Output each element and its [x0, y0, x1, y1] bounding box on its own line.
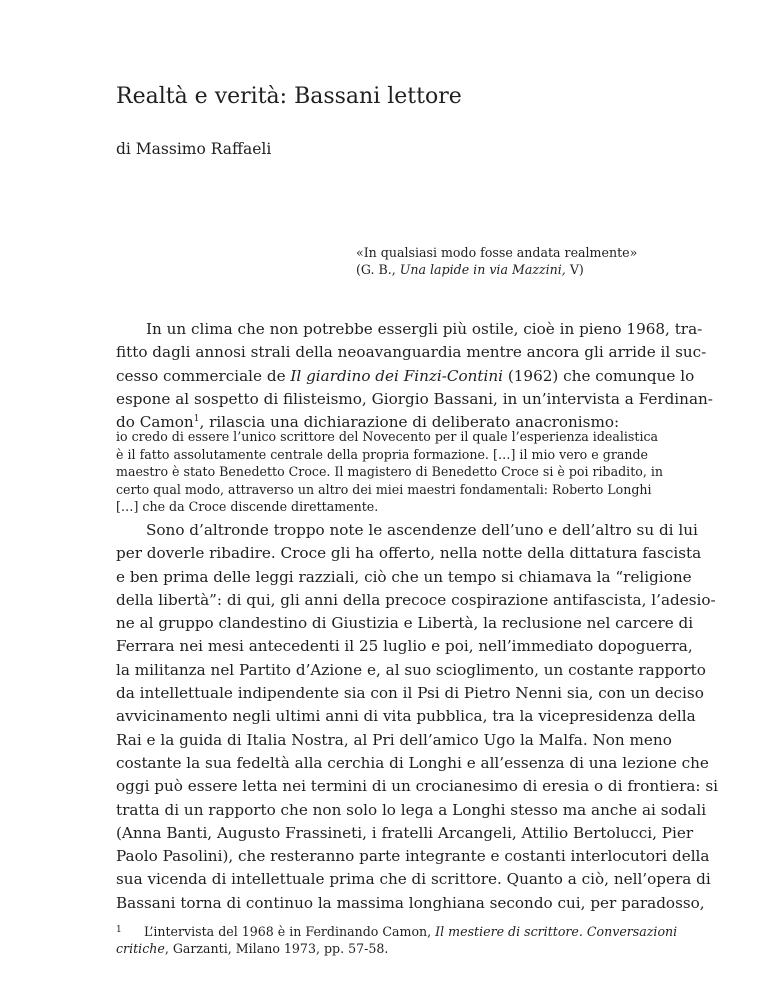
text-line: Bassani torna di continuo la massima longhiana secondo cui, per paradosso,	[116, 893, 705, 912]
text-line: espone al sospetto di filisteismo, Giorgio Bassani, in un’intervista a Ferdinan-	[116, 389, 713, 408]
text-line: ne al gruppo clandestino di Giustizia e Libertà, la reclusione nel carcere di	[116, 614, 694, 633]
text-line: avvicinamento negli ultimi anni di vita pubblica, tra la vicepresidenza della	[116, 707, 696, 726]
book-title: Il mestiere di scrittore. Conversazioni	[435, 924, 678, 939]
text-run: , rilascia una dichiarazione di deliberato anacronismo:	[199, 413, 620, 432]
text-line: costante la sua fedeltà alla cerchia di Longhi e all’essenza di una lezione che	[116, 753, 709, 772]
text-line: (Anna Banti, Augusto Frassineti, i fratelli Arcangeli, Attilio Bertolucci, Pier	[116, 823, 694, 842]
text-line: la militanza nel Partito d’Azione e, al suo scioglimento, un costante rapporto	[116, 660, 706, 679]
text-line	[116, 365, 695, 388]
text-line: sua vicenda di intellettuale prima che di scrittore. Quanto a ciò, nell’opera di	[116, 870, 711, 889]
book-title: Il giardino dei Finzi-Contini	[290, 366, 504, 385]
footnote	[116, 922, 678, 958]
text-line: per doverle ribadire. Croce gli ha offerto, nella notte della dittatura fascista	[116, 544, 702, 563]
text-line: Ferrara nei mesi antecedenti il 25 luglio e poi, nell’immediato dopoguerra,	[116, 637, 693, 656]
footnote-line	[116, 940, 648, 957]
text-line: da intellettuale indipendente sia con il Psi di Pietro Nenni sia, con un deciso	[116, 684, 704, 703]
epigraph-source-title: Una lapide in via Mazzini,	[399, 262, 566, 277]
quote-line: è il fatto assolutamente centrale della propria formazione. […] il mio vero e grande	[116, 446, 648, 462]
epigraph	[356, 244, 656, 278]
footnote-number: 1	[116, 925, 122, 935]
epigraph-quote: «In qualsiasi modo fosse andata realmente»	[356, 245, 638, 260]
article-title: Realtà e verità: Bassani lettore	[116, 84, 462, 109]
text-line: oggi può essere letta nei termini di un crocianesimo di eresia o di frontiera: si	[116, 777, 718, 796]
quote-line: io credo di essere l’unico scrittore del Novecento per il quale l’esperienza idealistica	[116, 429, 659, 444]
quote-line: certo qual modo, attraverso un altro dei miei maestri fondamentali: Roberto Longhi	[116, 481, 652, 497]
text-line: fitto dagli annosi strali della neoavanguardia mentre ancora gli arride il suc-	[116, 343, 707, 362]
quote-line: maestro è stato Benedetto Croce. Il magistero di Benedetto Croce si è poi ribadito, in	[116, 464, 663, 480]
epigraph-source	[356, 261, 656, 278]
text-run: L’intervista del 1968 è in Ferdinando Camon,	[144, 924, 436, 939]
epigraph-source-suffix: V)	[565, 262, 584, 277]
footnote-line	[116, 922, 678, 940]
text-line: tratta di un rapporto che non solo lo lega a Longhi stesso ma anche ai sodali	[116, 800, 707, 819]
paragraph-1	[116, 318, 713, 434]
text-run: (1962) che comunque lo	[503, 366, 695, 385]
text-run: cesso commerciale de	[116, 366, 291, 385]
text-line: della libertà”: di qui, gli anni della precoce cospirazione antifascista, l’adesio-	[116, 590, 716, 609]
text-line: e ben prima delle leggi razziali, ciò che un tempo si chiamava la “religione	[116, 567, 692, 586]
text-run: do Camon	[116, 413, 194, 432]
article-author: di Massimo Raffaeli	[116, 140, 272, 158]
text-run: , Garzanti, Milano 1973, pp. 57-58.	[164, 941, 389, 957]
text-line: Rai e la guida di Italia Nostra, al Pri dell’amico Ugo la Malfa. Non meno	[116, 730, 672, 749]
footnote-reference[interactable]: 1	[193, 414, 200, 425]
text-line: In un clima che non potrebbe essergli più ostile, cioè in pieno 1968, tra-	[146, 320, 703, 338]
text-line: Sono d’altronde troppo note le ascendenze dell’uno e dell’altro su di lui	[146, 521, 698, 539]
text-line: Paolo Pasolini), che resteranno parte integrante e costanti interlocutori della	[116, 847, 710, 866]
paragraph-2	[116, 519, 718, 915]
book-title: critiche	[116, 941, 165, 957]
epigraph-source-prefix: (G. B.,	[356, 262, 400, 277]
quote-line: […] che da Croce discende direttamente.	[116, 499, 379, 515]
block-quote	[116, 428, 663, 516]
